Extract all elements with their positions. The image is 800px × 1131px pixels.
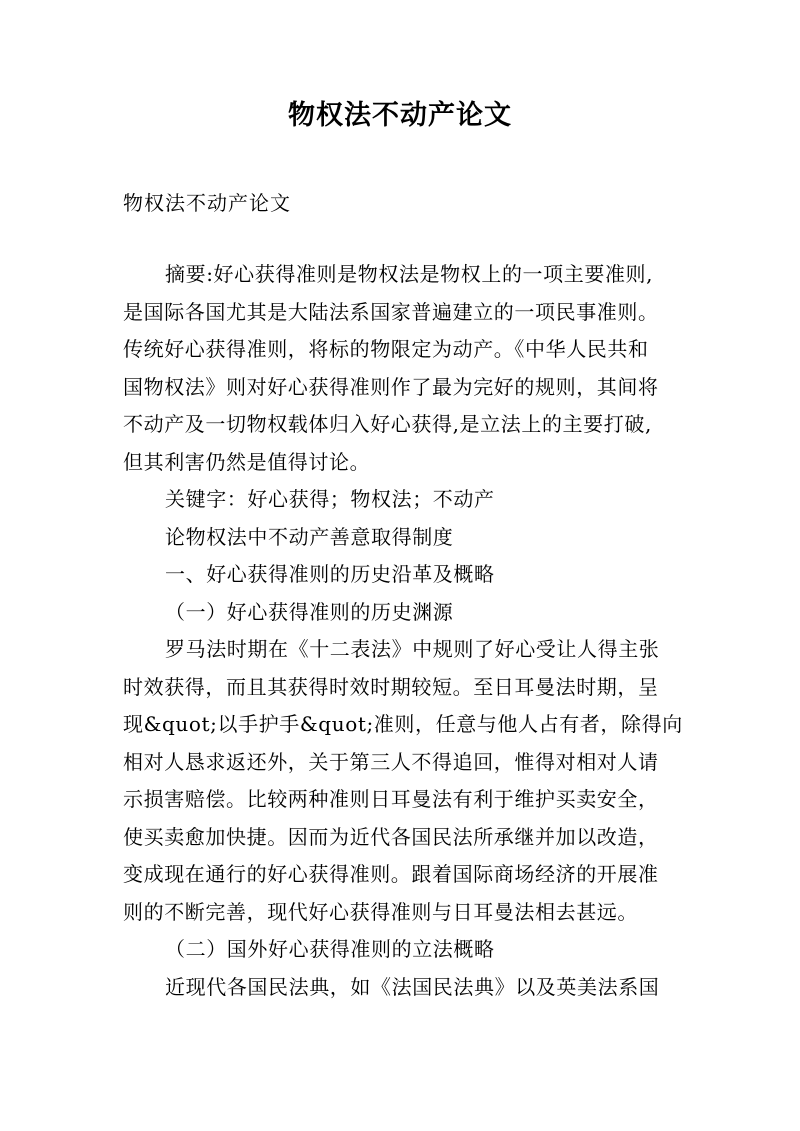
subsection-heading: （一）好心获得准则的历史渊源 <box>165 599 454 624</box>
body-line: 使买卖愈加快捷。因而为近代各国民法所承继并加以改造， <box>123 824 659 849</box>
body-line: 时效获得，而且其获得时效时期较短。至日耳曼法时期，呈 <box>123 674 659 699</box>
document-subtitle: 物权法不动产论文 <box>123 191 291 215</box>
body-line: 现&quot;以手护手&quot;准则，任意与他人占有者，除得向 <box>123 712 683 736</box>
body-line: 示损害赔偿。比较两种准则日耳曼法有利于维护买卖安全， <box>123 787 659 811</box>
body-line: 不动产及一切物权载体归入好心获得,是立法上的主要打破, <box>123 412 652 436</box>
body-line: 摘要:好心获得准则是物权法是物权上的一项主要准则, <box>165 262 654 286</box>
section-heading: 一、好心获得准则的历史沿革及概略 <box>165 562 495 586</box>
subsection-heading: （二）国外好心获得准则的立法概略 <box>165 937 495 961</box>
document-title: 物权法不动产论文 <box>288 100 512 131</box>
document-body <box>123 256 698 1006</box>
keywords-line: 关键字：好心获得；物权法；不动产 <box>165 487 495 511</box>
body-line: 变成现在通行的好心获得准则。跟着国际商场经济的开展准 <box>123 862 659 886</box>
section-heading: 论物权法中不动产善意取得制度 <box>165 524 454 549</box>
body-line: 近现代各国民法典，如《法国民法典》以及英美法系国 <box>165 974 660 999</box>
body-line: 罗马法时期在《十二表法》中规则了好心受让人得主张 <box>165 637 660 661</box>
body-line: 相对人恳求返还外，关于第三人不得追回，惟得对相对人请 <box>123 749 659 774</box>
body-line: 但其利害仍然是值得讨论。 <box>123 449 371 474</box>
body-line: 是国际各国尤其是大陆法系国家普遍建立的一项民事准则。 <box>123 299 659 324</box>
body-line: 传统好心获得准则，将标的物限定为动产。《中华人民共和 <box>123 337 649 361</box>
body-line: 则的不断完善，现代好心获得准则与日耳曼法相去甚远。 <box>123 899 638 924</box>
body-line: 国物权法》则对好心获得准则作了最为完好的规则，其间将 <box>123 374 659 399</box>
